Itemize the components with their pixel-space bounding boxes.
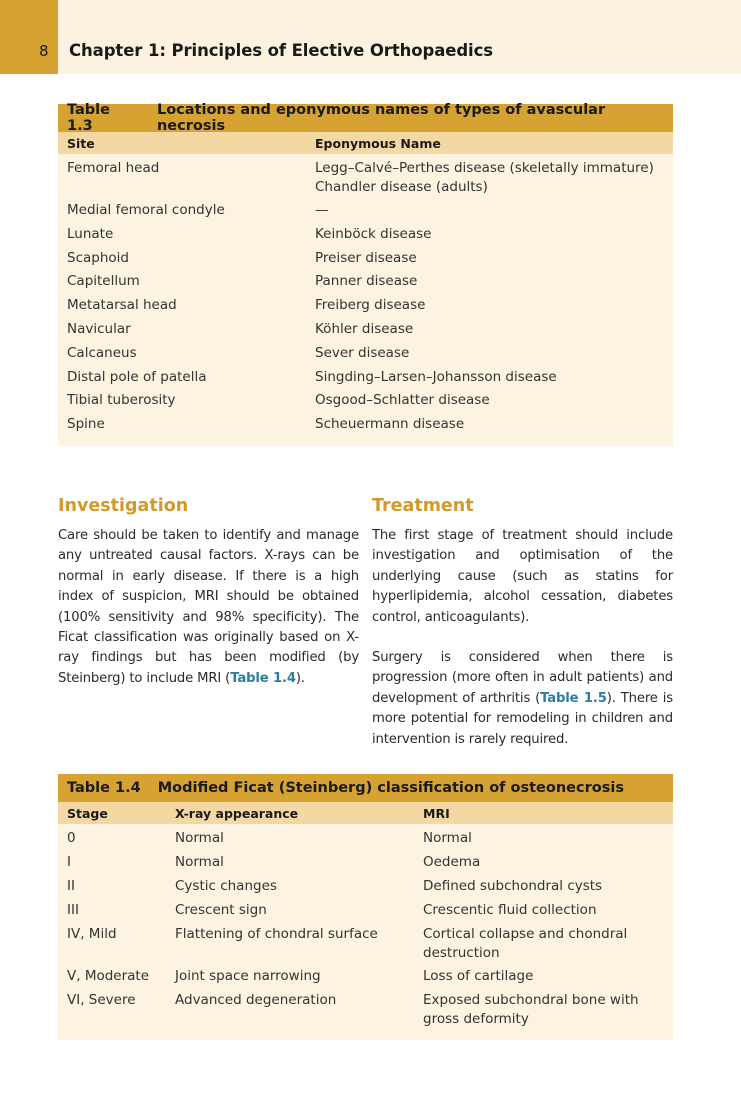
treatment-section (372, 496, 673, 750)
table-header-row (58, 132, 673, 154)
mri-cell: Crescentic fluid collection (423, 902, 597, 918)
site-cell: Distal pole of patella (67, 368, 207, 385)
treatment-paragraph-1: The first stage of treatment should include investigation and optimisation of the underlying cause (such as statins for hyperlipidemia, alcohol cessation, diabetes control, anticoagulants). (372, 528, 673, 625)
site-cell: Capitellum (67, 273, 140, 290)
site-cell: Tibial tuberosity (67, 392, 176, 409)
mri-cell: Normal (423, 830, 472, 846)
treatment-text: Surgery is considered when there is progression (more often in adult patients) and development of arthritis ( (372, 650, 673, 706)
table-caption (58, 104, 673, 132)
stage-cell: IV, Mild (67, 926, 117, 942)
stage-cell: 0 (67, 830, 76, 846)
site-cell: Navicular (67, 320, 131, 337)
xray-cell: Normal (175, 854, 224, 870)
investigation-text-end: ). (295, 670, 305, 686)
table-title: Modified Ficat (Steinberg) classification of osteonecrosis (157, 780, 624, 796)
eponym-cell: Freiberg disease (315, 297, 426, 314)
table-title: Locations and eponymous names of types of avascular necrosis (156, 102, 606, 134)
table-row (58, 368, 673, 392)
column-header-mri: MRI (423, 805, 450, 821)
table-number: Table 1.3 (67, 102, 110, 134)
column-header-site: Site (67, 135, 95, 151)
table-row (58, 249, 673, 273)
table-row (58, 877, 673, 901)
investigation-heading: Investigation (58, 496, 189, 516)
site-cell: Femoral head (67, 160, 160, 176)
eponym-cell: Chandler disease (adults) (315, 179, 488, 195)
investigation-text: Care should be taken to identify and manage any untreated causal factors. X-rays can be normal in early disease. If there is a high index of suspicion, MRI should be obtained (100% sensitivity and 98% specificity). The Ficat classification was originally based on X-ray findings but has been modified (by Steinberg) to include MRI ( (58, 528, 359, 686)
xray-cell: Crescent sign (175, 902, 267, 918)
table-1-4 (58, 774, 673, 1040)
xray-cell: Cystic changes (175, 878, 277, 894)
stage-cell: III (67, 902, 79, 918)
xray-cell: Advanced degeneration (175, 992, 337, 1008)
site-cell: Metatarsal head (67, 297, 177, 314)
mri-cell: gross deformity (423, 1011, 529, 1027)
investigation-paragraph (58, 526, 359, 689)
eponym-cell: Köhler disease (315, 320, 414, 337)
mri-cell: Oedema (423, 854, 481, 870)
table-row (58, 391, 673, 415)
table-1-5-link[interactable]: Table 1.5 (540, 690, 607, 706)
eponym-cell: Keinböck disease (315, 225, 432, 242)
table-1-3 (58, 104, 673, 446)
mri-cell: Exposed subchondral bone with (423, 992, 639, 1008)
xray-cell: Joint space narrowing (175, 968, 321, 984)
chapter-title: Chapter 1: Principles of Elective Orthopaedics (69, 41, 494, 60)
site-cell: Medial femoral condyle (67, 202, 225, 218)
table-row (58, 272, 673, 296)
table-row (58, 159, 673, 201)
table-row (58, 296, 673, 320)
eponym-cell: Singding–Larsen–Johansson disease (315, 368, 557, 385)
site-cell: Lunate (67, 225, 114, 242)
stage-cell: VI, Severe (67, 992, 136, 1008)
table-number: Table 1.4 (67, 780, 141, 796)
treatment-text-end: ). There is more potential for remodeling in children and intervention is rarely required. (372, 690, 673, 747)
treatment-heading: Treatment (372, 496, 474, 516)
stage-cell: V, Moderate (67, 968, 150, 984)
header-color-tab (0, 0, 58, 74)
site-cell: Scaphoid (67, 249, 129, 266)
table-1-4-link[interactable]: Table 1.4 (230, 670, 296, 686)
site-cell: Calcaneus (67, 344, 137, 361)
mri-cell: Defined subchondral cysts (423, 878, 603, 894)
table-row (58, 991, 673, 1033)
table-row (58, 344, 673, 368)
table-row (58, 320, 673, 344)
table-row (58, 967, 673, 991)
eponym-cell: — (315, 202, 329, 218)
column-header-stage: Stage (67, 805, 108, 821)
xray-cell: Normal (175, 830, 224, 846)
mri-cell: Cortical collapse and chondral (423, 926, 628, 942)
treatment-paragraph-2 (372, 648, 673, 750)
table-body (58, 154, 673, 439)
table-row (58, 853, 673, 877)
table-row (58, 829, 673, 853)
table-row (58, 415, 673, 439)
eponym-cell: Legg–Calvé–Perthes disease (skeletally immature) (315, 160, 654, 176)
column-header-eponymous-name: Eponymous Name (315, 135, 441, 151)
eponym-cell: Panner disease (315, 273, 418, 290)
eponym-cell: Sever disease (315, 344, 410, 361)
table-caption (58, 774, 673, 802)
eponym-cell: Scheuermann disease (315, 416, 465, 433)
mri-cell: destruction (423, 945, 500, 961)
table-body (58, 824, 673, 1033)
eponym-cell: Preiser disease (315, 249, 417, 266)
page-number: 8 (39, 42, 49, 60)
table-row (58, 225, 673, 249)
column-header-xray: X-ray appearance (175, 805, 299, 821)
eponym-cell: Osgood–Schlatter disease (315, 392, 490, 409)
stage-cell: II (67, 878, 75, 894)
table-row (58, 201, 673, 225)
table-row (58, 901, 673, 925)
xray-cell: Flattening of chondral surface (175, 926, 378, 942)
site-cell: Spine (67, 416, 105, 433)
investigation-section (58, 496, 359, 689)
running-header (0, 0, 741, 74)
mri-cell: Loss of cartilage (423, 968, 534, 984)
table-header-row (58, 802, 673, 824)
stage-cell: I (67, 854, 71, 870)
table-row (58, 925, 673, 967)
